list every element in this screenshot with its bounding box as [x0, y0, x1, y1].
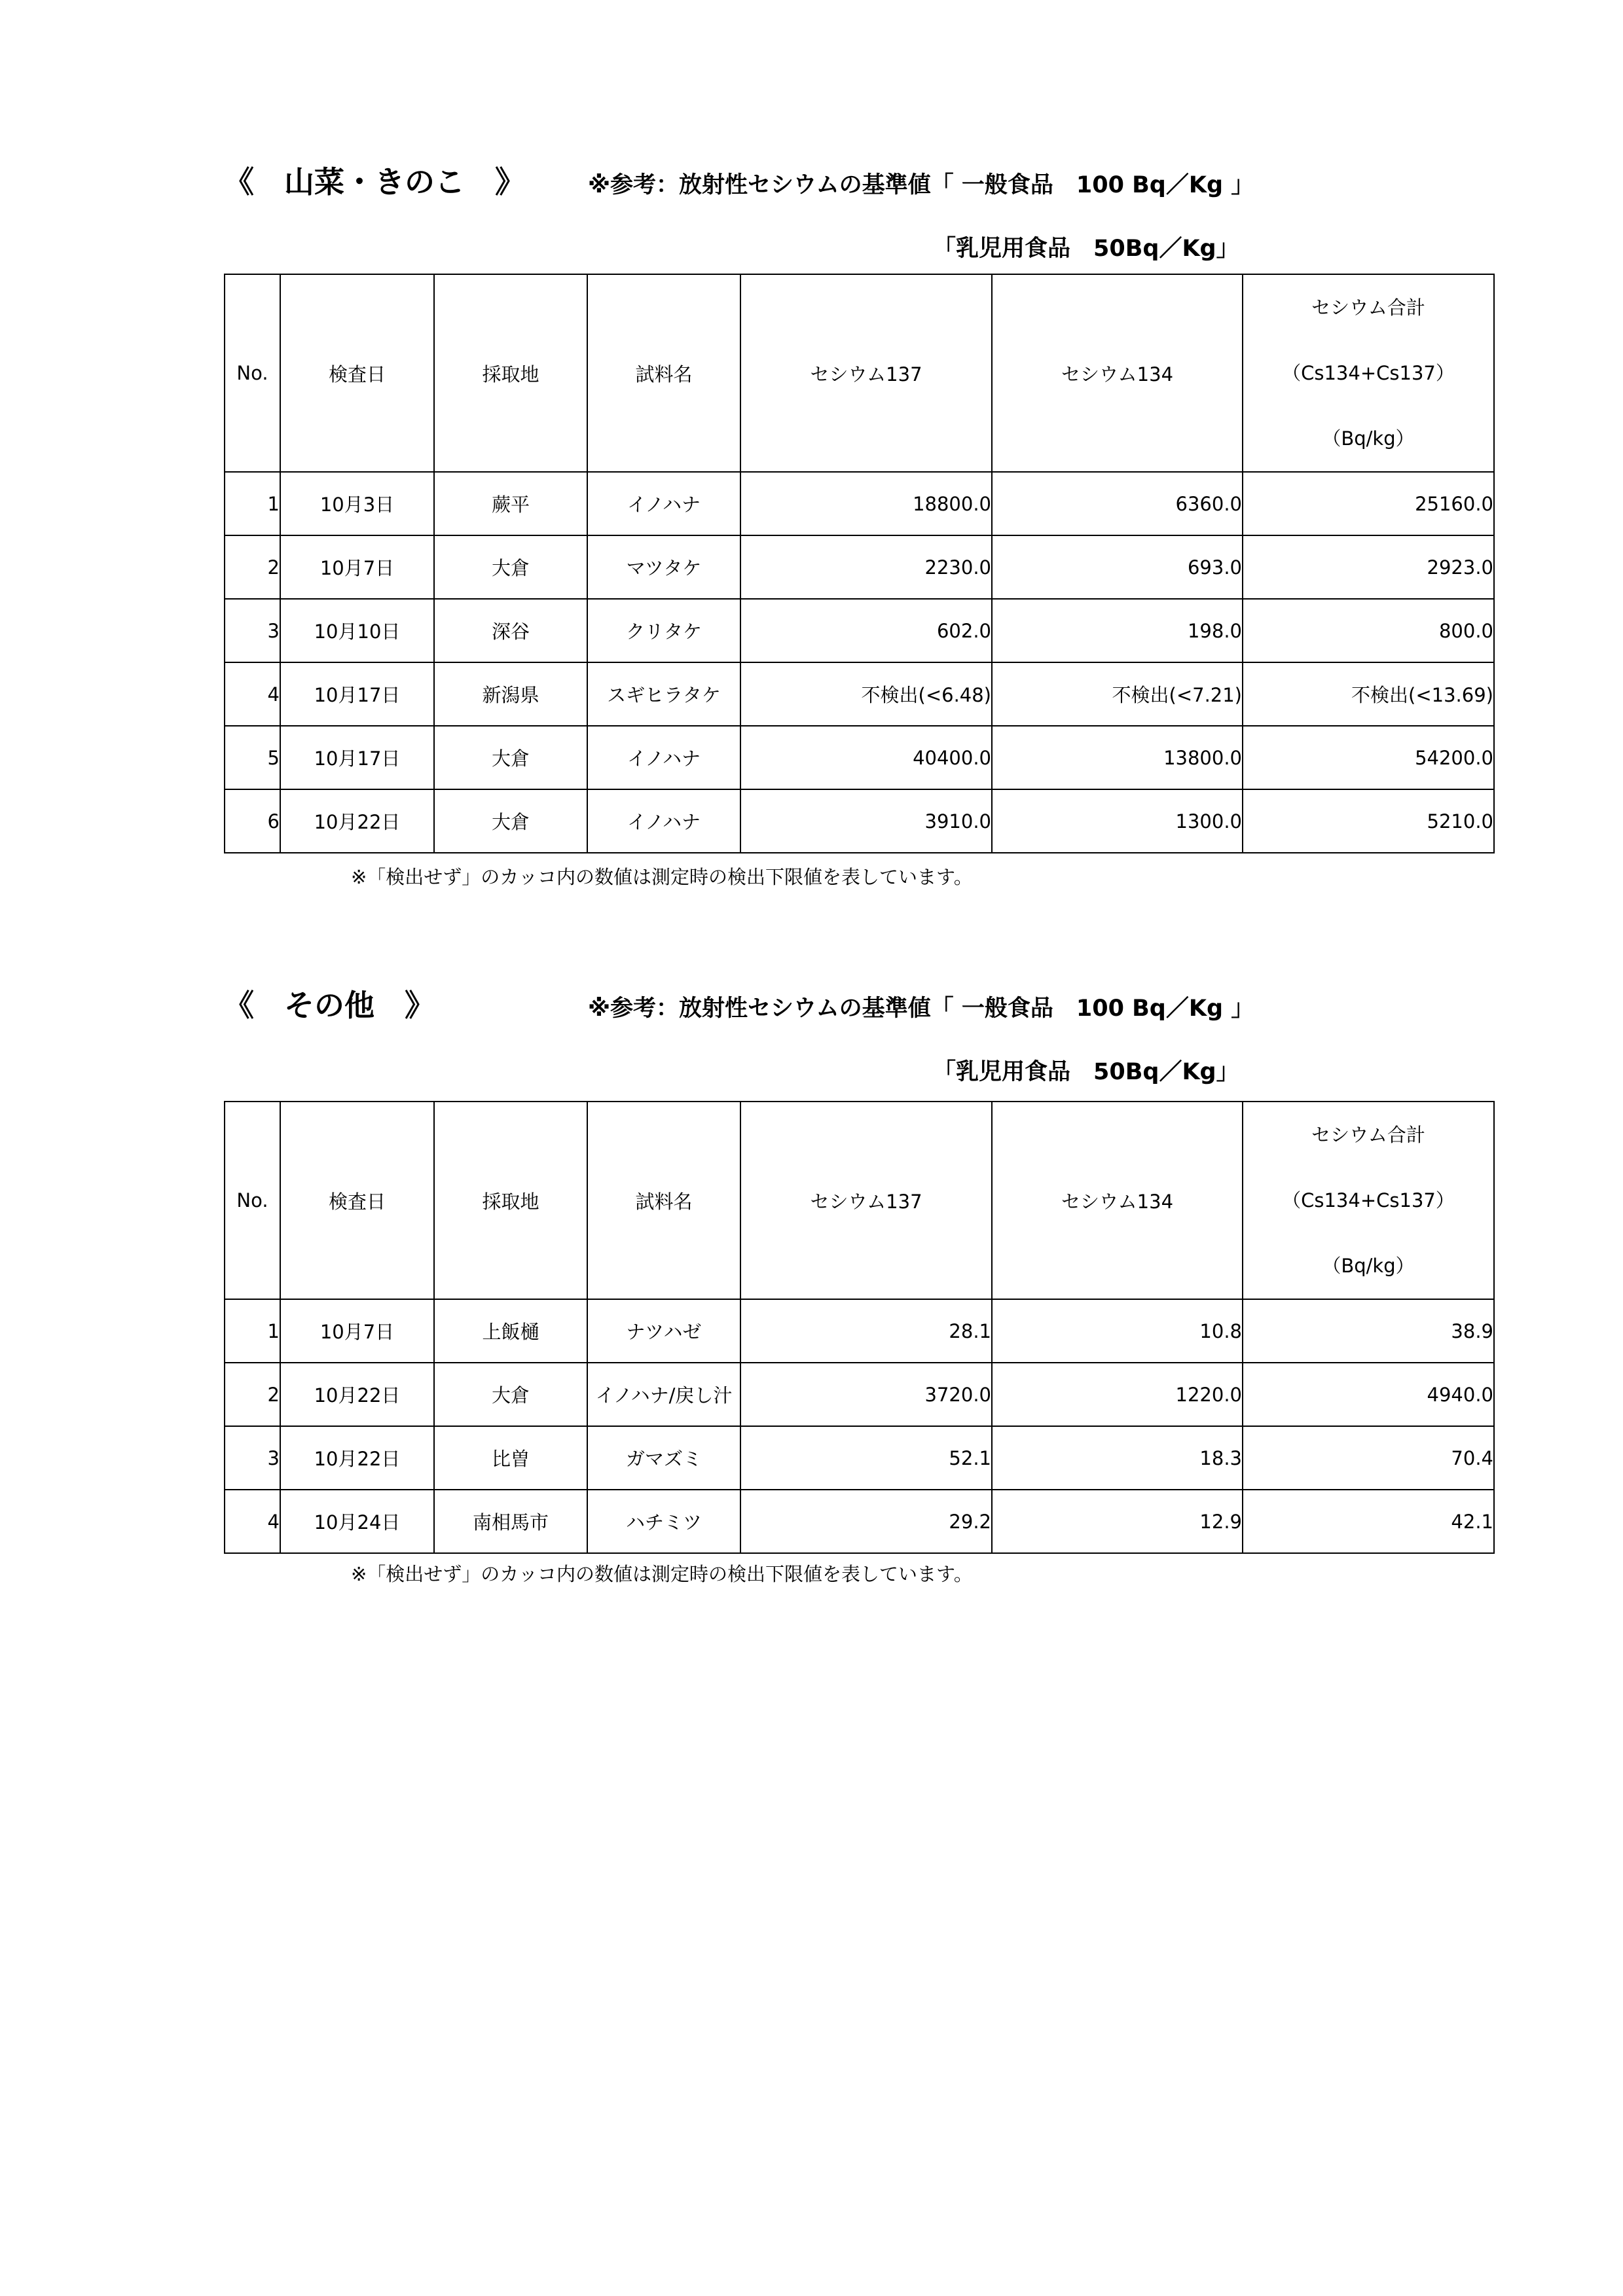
cell-total: 54200.0	[1243, 726, 1494, 789]
cell-cs137: 2230.0	[740, 535, 992, 599]
cell-location: 南相馬市	[434, 1490, 587, 1553]
footnote: ※「検出せず」のカッコ内の数値は測定時の検出下限値を表しています。	[351, 1563, 973, 1585]
table-row	[225, 1490, 1494, 1553]
cell-sample: ハチミツ	[587, 1490, 740, 1553]
cell-date: 10月22日	[280, 1363, 434, 1426]
header-total-line3: （Bq/kg）	[1322, 1255, 1415, 1277]
cell-total: 42.1	[1243, 1490, 1494, 1553]
header-cs134: セシウム134	[992, 1102, 1243, 1299]
cell-no: 5	[225, 726, 280, 789]
cell-no: 1	[225, 472, 280, 535]
reference-standard-infant: 「乳児用食品 50Bq／Kg」	[933, 236, 1239, 262]
header-total	[1243, 1102, 1494, 1299]
table-row	[225, 789, 1494, 853]
table-row	[225, 535, 1494, 599]
header-no: No.	[225, 1102, 280, 1299]
header-total-line1: セシウム合計	[1311, 296, 1425, 319]
cell-cs137: 40400.0	[740, 726, 992, 789]
table-row	[225, 472, 1494, 535]
header-total	[1243, 274, 1494, 472]
cell-no: 3	[225, 1426, 280, 1490]
table-header-row	[225, 1102, 1494, 1299]
table-row	[225, 1363, 1494, 1426]
header-total-line2: （Cs134+Cs137）	[1282, 1189, 1455, 1211]
cell-location: 蕨平	[434, 472, 587, 535]
cell-cs134: 18.3	[992, 1426, 1243, 1490]
cell-no: 3	[225, 599, 280, 662]
cell-no: 2	[225, 1363, 280, 1426]
cell-location: 上飯樋	[434, 1299, 587, 1363]
header-cs137: セシウム137	[740, 1102, 992, 1299]
cell-date: 10月17日	[280, 662, 434, 726]
reference-standard-infant: 「乳児用食品 50Bq／Kg」	[933, 1059, 1239, 1085]
cell-cs134: 不検出(<7.21)	[992, 662, 1243, 726]
cell-cs134: 10.8	[992, 1299, 1243, 1363]
cell-date: 10月22日	[280, 1426, 434, 1490]
footnote: ※「検出せず」のカッコ内の数値は測定時の検出下限値を表しています。	[351, 866, 973, 888]
cell-sample: クリタケ	[587, 599, 740, 662]
header-cs137: セシウム137	[740, 274, 992, 472]
cell-no: 4	[225, 662, 280, 726]
header-sample: 試料名	[587, 274, 740, 472]
table-row	[225, 599, 1494, 662]
cell-sample: ガマズミ	[587, 1426, 740, 1490]
table-row	[225, 726, 1494, 789]
cell-date: 10月7日	[280, 535, 434, 599]
cell-location: 新潟県	[434, 662, 587, 726]
cell-cs137: 3720.0	[740, 1363, 992, 1426]
header-date: 検査日	[280, 274, 434, 472]
cell-cs137: 不検出(<6.48)	[740, 662, 992, 726]
cell-cs134: 1300.0	[992, 789, 1243, 853]
section-title: 《 その他 》	[224, 988, 435, 1023]
cell-no: 6	[225, 789, 280, 853]
cell-cs137: 29.2	[740, 1490, 992, 1553]
cell-sample: マツタケ	[587, 535, 740, 599]
cell-no: 1	[225, 1299, 280, 1363]
cell-total: 25160.0	[1243, 472, 1494, 535]
cell-location: 大倉	[434, 726, 587, 789]
header-cs134: セシウム134	[992, 274, 1243, 472]
cell-date: 10月10日	[280, 599, 434, 662]
cell-cs134: 198.0	[992, 599, 1243, 662]
cell-sample: スギヒラタケ	[587, 662, 740, 726]
header-location: 採取地	[434, 274, 587, 472]
header-no: No.	[225, 274, 280, 472]
cell-date: 10月7日	[280, 1299, 434, 1363]
cell-cs134: 693.0	[992, 535, 1243, 599]
cell-total: 2923.0	[1243, 535, 1494, 599]
cell-date: 10月24日	[280, 1490, 434, 1553]
header-location: 採取地	[434, 1102, 587, 1299]
cell-date: 10月17日	[280, 726, 434, 789]
cell-sample: イノハナ/戻し汁	[587, 1363, 740, 1426]
table-row	[225, 662, 1494, 726]
cell-date: 10月22日	[280, 789, 434, 853]
cell-total: 5210.0	[1243, 789, 1494, 853]
table-row	[225, 1426, 1494, 1490]
header-date: 検査日	[280, 1102, 434, 1299]
cell-cs134: 12.9	[992, 1490, 1243, 1553]
cell-total: 38.9	[1243, 1299, 1494, 1363]
section-title: 《 山菜・きのこ 》	[224, 164, 525, 200]
cell-location: 大倉	[434, 535, 587, 599]
cell-total: 800.0	[1243, 599, 1494, 662]
header-total-line3: （Bq/kg）	[1322, 427, 1415, 450]
cell-location: 深谷	[434, 599, 587, 662]
cell-sample: イノハナ	[587, 789, 740, 853]
cell-sample: イノハナ	[587, 472, 740, 535]
cell-no: 2	[225, 535, 280, 599]
cell-location: 比曽	[434, 1426, 587, 1490]
cell-sample: ナツハゼ	[587, 1299, 740, 1363]
cell-date: 10月3日	[280, 472, 434, 535]
header-sample: 試料名	[587, 1102, 740, 1299]
cell-cs134: 13800.0	[992, 726, 1243, 789]
cell-cs137: 3910.0	[740, 789, 992, 853]
cell-cs137: 602.0	[740, 599, 992, 662]
results-table	[224, 1101, 1495, 1554]
header-total-line2: （Cs134+Cs137）	[1282, 362, 1455, 384]
cell-cs134: 6360.0	[992, 472, 1243, 535]
cell-cs134: 1220.0	[992, 1363, 1243, 1426]
table-row	[225, 1299, 1494, 1363]
cell-cs137: 18800.0	[740, 472, 992, 535]
cell-total: 4940.0	[1243, 1363, 1494, 1426]
reference-standard-general: ※参考：放射性セシウムの基準値「 一般食品 100 Bq／Kg 」	[588, 172, 1254, 198]
results-table	[224, 274, 1495, 853]
cell-total: 70.4	[1243, 1426, 1494, 1490]
cell-total: 不検出(<13.69)	[1243, 662, 1494, 726]
cell-location: 大倉	[434, 1363, 587, 1426]
cell-sample: イノハナ	[587, 726, 740, 789]
cell-no: 4	[225, 1490, 280, 1553]
table-header-row	[225, 274, 1494, 472]
header-total-line1: セシウム合計	[1311, 1124, 1425, 1146]
cell-cs137: 28.1	[740, 1299, 992, 1363]
cell-location: 大倉	[434, 789, 587, 853]
reference-standard-general: ※参考：放射性セシウムの基準値「 一般食品 100 Bq／Kg 」	[588, 996, 1254, 1022]
cell-cs137: 52.1	[740, 1426, 992, 1490]
